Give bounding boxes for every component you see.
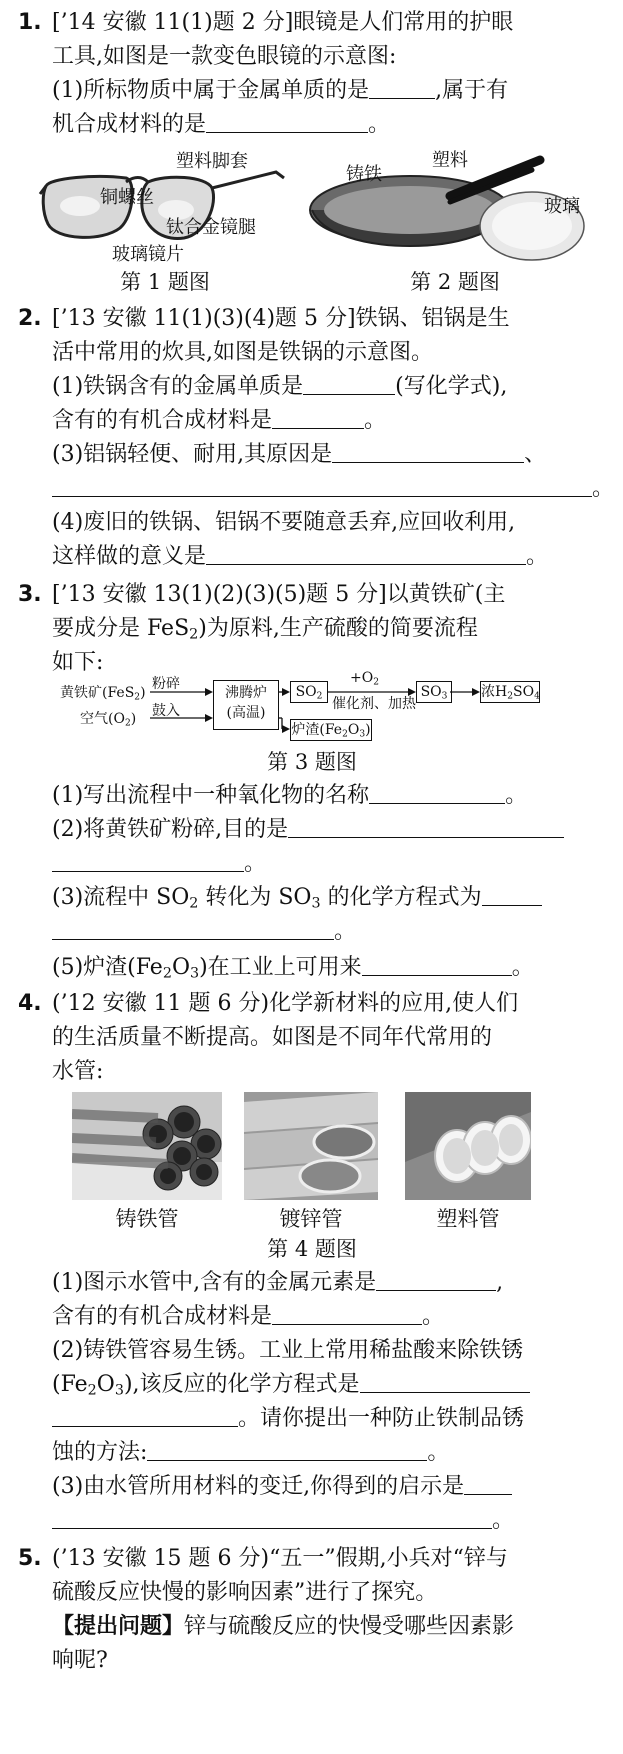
q1-blank-organic[interactable]	[206, 110, 368, 133]
q1-number: 1.	[18, 10, 42, 35]
q4-blank-prevention[interactable]	[147, 1438, 427, 1461]
q4-blank-insight1[interactable]	[464, 1472, 512, 1495]
q1-line4: 机合成材料的是 。	[52, 112, 391, 137]
q3-blank-equation2[interactable]	[52, 917, 334, 940]
q2-line1: [’13 安徽 11(1)(3)(4)题 5 分]铁锅、铝锅是生	[52, 306, 510, 331]
q5-line4: 响呢?	[52, 1648, 108, 1673]
q3-line5: (2)将黄铁矿粉碎,目的是	[52, 813, 616, 846]
flow-crush: 粉碎	[152, 676, 180, 692]
fig2-caption: 第 2 题图	[410, 270, 500, 294]
q3-line4: (1)写出流程中一种氧化物的名称 。	[52, 783, 528, 808]
galvanized-pipe-image	[244, 1092, 378, 1200]
q3-number: 3.	[18, 582, 42, 607]
q4-blank-equation1[interactable]	[360, 1370, 530, 1393]
flow-blow: 鼓入	[152, 703, 180, 719]
flow-pyrite: 黄铁矿(FeS$_2$)	[60, 685, 146, 703]
q3-blank-equation1[interactable]	[482, 883, 542, 906]
label-glass: 玻璃	[544, 196, 580, 217]
q2-line8: 这样做的意义是 。	[52, 544, 549, 569]
q3-blank-purpose1[interactable]	[288, 815, 564, 838]
q2-line6: 。	[52, 472, 616, 505]
flow-so3-box: $SO_3$	[416, 681, 452, 703]
label-titanium-leg: 钛合金镜腿	[166, 217, 256, 238]
q1-blank-metal[interactable]	[369, 76, 435, 99]
q4-line7: $(Fe_2O_3)$,该反应的化学方程式是	[52, 1368, 616, 1401]
q2-blank-organic[interactable]	[272, 406, 364, 429]
fig1-caption: 第 1 题图	[120, 270, 210, 294]
q5-line1: (’13 安徽 15 题 6 分)“五一”假期,小兵对“锌与	[52, 1546, 508, 1571]
q2-blank-meaning[interactable]	[206, 542, 526, 565]
q3-blank-slag-use[interactable]	[362, 953, 512, 976]
label-plastic-foot: 塑料脚套	[176, 151, 248, 172]
q4-number: 4.	[18, 991, 42, 1016]
q4-line8: 。请你提出一种防止铁制品锈	[52, 1402, 616, 1435]
q3-line7: (3)流程中 $SO_2$ 转化为 $SO_3$ 的化学方程式为	[52, 881, 616, 914]
q2-blank-reason2[interactable]	[52, 474, 592, 497]
cast-iron-pipe-image	[72, 1092, 222, 1200]
q3-blank-purpose2[interactable]	[52, 849, 244, 872]
q4-line9: 蚀的方法: 。	[52, 1440, 450, 1465]
q4-blank-organic[interactable]	[272, 1302, 422, 1325]
q1-line1: [’14 安徽 11(1)题 2 分]眼镜是人们常用的护眼	[52, 10, 514, 35]
q2-blank-metal[interactable]	[303, 372, 395, 395]
fig4-caption: 第 4 题图	[267, 1237, 357, 1261]
q5-number: 5.	[18, 1546, 42, 1571]
q4-blank-metal[interactable]	[376, 1268, 496, 1291]
q4-blank-equation2[interactable]	[52, 1404, 238, 1427]
pipe3-label: 塑料管	[436, 1207, 500, 1231]
q1-line2: 工具,如图是一款变色眼镜的示意图:	[52, 44, 397, 69]
q3-line2: 要成分是 FeS$_2$)为原料,生产硫酸的简要流程	[52, 616, 478, 643]
q1-line3: (1)所标物质中属于金属单质的是 ,属于有	[52, 78, 509, 103]
raise-question-heading: 【提出问题】	[52, 1613, 185, 1639]
q2-line4: 含有的有机合成材料是 。	[52, 408, 387, 433]
label-glass-lens: 玻璃镜片	[112, 244, 184, 265]
q2-line5: (3)铝锅轻便、耐用,其原因是 、	[52, 442, 547, 467]
flow-air: 空气$(O_2)$	[80, 711, 137, 729]
q3-line3: 如下:	[52, 650, 104, 675]
q4-line3: 水管:	[52, 1059, 104, 1084]
q3-line1: [’13 安徽 13(1)(2)(3)(5)题 5 分]以黄铁矿(主	[52, 582, 506, 607]
q3-line8: 。	[52, 915, 616, 948]
q4-line4: (1)图示水管中,含有的金属元素是 ,	[52, 1270, 504, 1295]
flow-acid-box: 浓$H_2SO_4$	[480, 681, 540, 703]
label-plastic: 塑料	[432, 150, 468, 171]
q4-line6: (2)铸铁管容易生锈。工业上常用稀盐酸来除铁锈	[52, 1338, 524, 1363]
q4-line11: 。	[52, 1504, 616, 1537]
pipe2-label: 镀锌管	[279, 1207, 343, 1231]
label-cast-iron: 铸铁	[346, 164, 382, 185]
q3-line9: (5)炉渣$(Fe_2O_3)$在工业上可用来 。	[52, 955, 534, 982]
flow-condition: 催化剂、加热	[332, 696, 416, 712]
fig3-caption: 第 3 题图	[267, 750, 357, 774]
q2-line2: 活中常用的炊具,如图是铁锅的示意图。	[52, 340, 433, 365]
q4-line5: 含有的有机合成材料是 。	[52, 1304, 445, 1329]
label-copper-screw: 铜螺丝	[100, 187, 154, 208]
pipe1-label: 铸铁管	[115, 1207, 179, 1231]
q4-line2: 的生活质量不断提高。如图是不同年代常用的	[52, 1025, 493, 1050]
q3-blank-oxide[interactable]	[369, 781, 505, 804]
q4-blank-insight2[interactable]	[52, 1506, 492, 1529]
flow-plus-o2: $+O_2$	[350, 670, 380, 688]
flow-so2-box: $SO_2$	[290, 681, 328, 703]
plastic-pipe-image	[405, 1092, 531, 1200]
q2-blank-reason1[interactable]	[332, 440, 524, 463]
q4-line1: (’12 安徽 11 题 6 分)化学新材料的应用,使人们	[52, 991, 519, 1016]
q4-line10: (3)由水管所用材料的变迁,你得到的启示是	[52, 1470, 616, 1503]
q5-line3: 【提出问题】锌与硫酸反应的快慢受哪些因素影	[52, 1613, 515, 1639]
flow-slag-box: 炉渣$(Fe_2O_3)$	[290, 719, 372, 741]
flow-furnace-box: 沸腾炉 (高温)	[213, 680, 279, 730]
q3-line6: 。	[52, 847, 616, 880]
q2-line3: (1)铁锅含有的金属单质是 (写化学式),	[52, 374, 508, 399]
q5-line2: 硫酸反应快慢的影响因素”进行了探究。	[52, 1580, 438, 1605]
q2-line7: (4)废旧的铁锅、铝锅不要随意丢弃,应回收利用,	[52, 510, 516, 535]
q2-number: 2.	[18, 306, 42, 331]
